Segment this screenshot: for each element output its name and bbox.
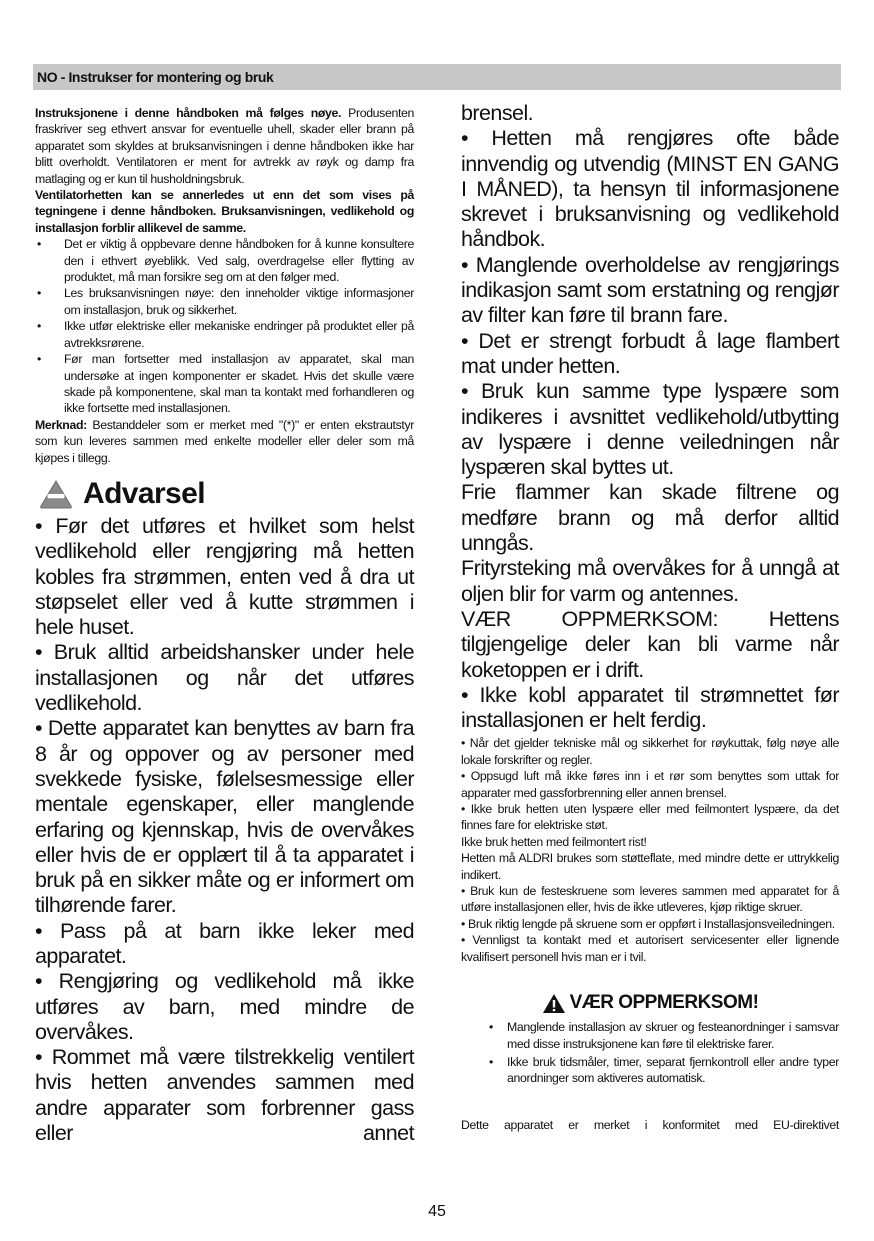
attention-title: VÆR OPPMERKSOM! <box>569 992 759 1014</box>
warning-paragraph: • Pass på at barn ikke leker med apparatet. <box>35 918 414 968</box>
remark-paragraph <box>35 417 414 466</box>
warning-paragraph: • Bruk kun samme type lyspære som indikeres i avsnittet vedlikehold/utbytting av lyspære i denne veiledningen når lyspæren skal byttes ut. <box>461 379 839 480</box>
warning-paragraph: • Rengjøring og vedlikehold må ikke utføres av barn, med mindre de overvåkes. <box>35 969 414 1044</box>
conformity-text: Dette apparatet er merket i konformitet med EU-direktivet <box>461 1117 839 1132</box>
safety-paragraph: • Bruk riktig lengde på skruene som er oppført i Installasjonsveiledningen. <box>461 916 835 931</box>
safety-paragraph: • Vennligst ta kontakt med et autorisert servicesenter eller lignende kvalifisert personell hvis man er i tvil. <box>461 933 839 964</box>
instructions-list <box>35 236 414 416</box>
safety-paragraph: Ikke bruk hetten med feilmontert rist! <box>461 834 647 849</box>
safety-paragraph: • Når det gjelder tekniske mål og sikkerhet for røykuttak, følg nøye alle lokale forskrifter og regler. <box>461 736 839 767</box>
left-column <box>35 105 414 1146</box>
warning-paragraph: • Det er strengt forbudt å lage flambert mat under hetten. <box>461 328 839 378</box>
remark-label: Merknad: <box>35 417 87 432</box>
right-column <box>461 101 839 1133</box>
design-note-text: Ventilatorhetten kan se annerledes ut enn det som vises på tegningene i denne håndboken. Bruksanvisningen, vedlikehold og installasjon forblir allikevel de samme. <box>35 188 414 235</box>
design-note <box>35 187 414 236</box>
warning-icon <box>39 479 73 509</box>
warning-paragraph: • Rommet må være tilstrekkelig ventilert hvis hetten anvendes sammen med andre apparater som forbrenner gass eller annet <box>35 1045 414 1146</box>
attention-list <box>461 1019 839 1087</box>
list-item: • Les bruksanvisningen nøye: den inneholder viktige informasjoner om installasjon, bruk og sikkerhet. <box>35 285 414 318</box>
safety-paragraph: Hetten må ALDRI brukes som støtteflate, med mindre dette er uttrykkelig indikert. <box>461 851 839 882</box>
alert-triangle-icon <box>542 993 566 1014</box>
intro-text: Produsenten fraskriver seg ethvert ansvar for eventuelle uhell, skader eller brann på apparatet som skyldes at bruksanvisningen i denne håndboken ikke har blitt overholdt. Ventilatoren er ment for avtrekk av røyk og damp fra matlaging og er kun til husholdningsbruk. <box>35 106 414 186</box>
section-header: NO - Instrukser for montering og bruk <box>33 64 841 90</box>
intro-bold: Instruksjonene i denne håndboken må følges nøye. <box>35 106 342 120</box>
safety-paragraph: • Oppsugd luft må ikke føres inn i et rør som benyttes som uttak for apparater med gassforbrenning eller annen brensel. <box>461 769 839 800</box>
list-item: • Ikke bruk tidsmåler, timer, separat fjernkontroll eller andre typer anordninger som aktiveres automatisk. <box>461 1054 839 1087</box>
warning-paragraph: • Før det utføres et hvilket som helst vedlikehold eller rengjøring må hetten kobles fra strømmen, enten ved å dra ut støpselet eller ved å kutte strømmen i hele huset. <box>35 513 414 640</box>
warning-heading <box>35 474 414 514</box>
safety-paragraph: • Bruk kun de festeskruene som leveres sammen med apparatet for å utføre installasjonen eller, hvis de ikke utleveres, kjøp riktige skruer. <box>461 884 839 915</box>
warning-paragraph: VÆR OPPMERKSOM: Hettens tilgjengelige deler kan bli varme når koketoppen er i drift. <box>461 606 839 682</box>
attention-heading <box>461 989 839 1017</box>
intro-paragraph <box>35 105 414 187</box>
warning-paragraph: Frie flammer kan skade filtrene og medføre brann og må derfor alltid unngås. <box>461 480 839 556</box>
warning-paragraph: • Dette apparatet kan benyttes av barn fra 8 år og oppover og av personer med svekkede fysiske, følelsesmessige eller mentale egenskaper, eller manglende erfaring og kjennskap, hvis de overvåkes eller hvis de er opplært til å ta apparatet i bruk på en sikker måte og er informert om tilhørende farer. <box>35 716 414 918</box>
safety-paragraph: • Ikke bruk hetten uten lyspære eller med feilmontert lyspære, da det finnes fare for elektriske støt. <box>461 802 839 833</box>
list-item: • Før man fortsetter med installasjon av apparatet, skal man undersøke at ingen komponenter er skadet. Hvis det skulle være skade på komponentene, skal man ta kontakt med forhandleren og ikke fortsette med installasjonen. <box>35 351 414 417</box>
list-item: • Manglende installasjon av skruer og festeanordninger i samsvar med disse instruksjonene kan føre til elektriske farer. <box>461 1019 839 1052</box>
page-number: 45 <box>428 1203 446 1220</box>
warning-paragraph: • Ikke kobl apparatet til strømnettet før installasjonen er helt ferdig. <box>461 682 839 733</box>
warning-paragraph: Frityrsteking må overvåkes for å unngå at oljen blir for varm og antennes. <box>461 556 839 606</box>
warning-paragraph: • Bruk alltid arbeidshansker under hele installasjonen og når det utføres vedlikehold. <box>35 640 414 716</box>
warning-paragraph: brensel. <box>461 101 534 125</box>
warning-paragraph: • Hetten må rengjøres ofte både innvendig og utvendig (MINST EN GANG I MÅNED), ta hensyn til informasjonene skrevet i bruksanvisning og vedlikehold håndbok. <box>461 126 839 252</box>
list-item: • Det er viktig å oppbevare denne håndboken for å kunne konsultere den i ethvert øyeblikk. Ved salg, overdragelse eller flytting av produktet, må man forsikre seg om at den følger med. <box>35 236 414 285</box>
warning-title: Advarsel <box>83 476 205 510</box>
list-item: • Ikke utfør elektriske eller mekaniske endringer på produktet eller på avtrekksrørene. <box>35 318 414 351</box>
remark-text: Bestanddeler som er merket med "(*)" er enten ekstrautstyr som kun leveres sammen med enkelte modeller eller deler som må kjøpes i tillegg. <box>35 417 414 465</box>
warning-paragraph: • Manglende overholdelse av rengjørings indikasjon samt som erstatning og rengjør av filter kan føre til brann fare. <box>461 252 839 328</box>
